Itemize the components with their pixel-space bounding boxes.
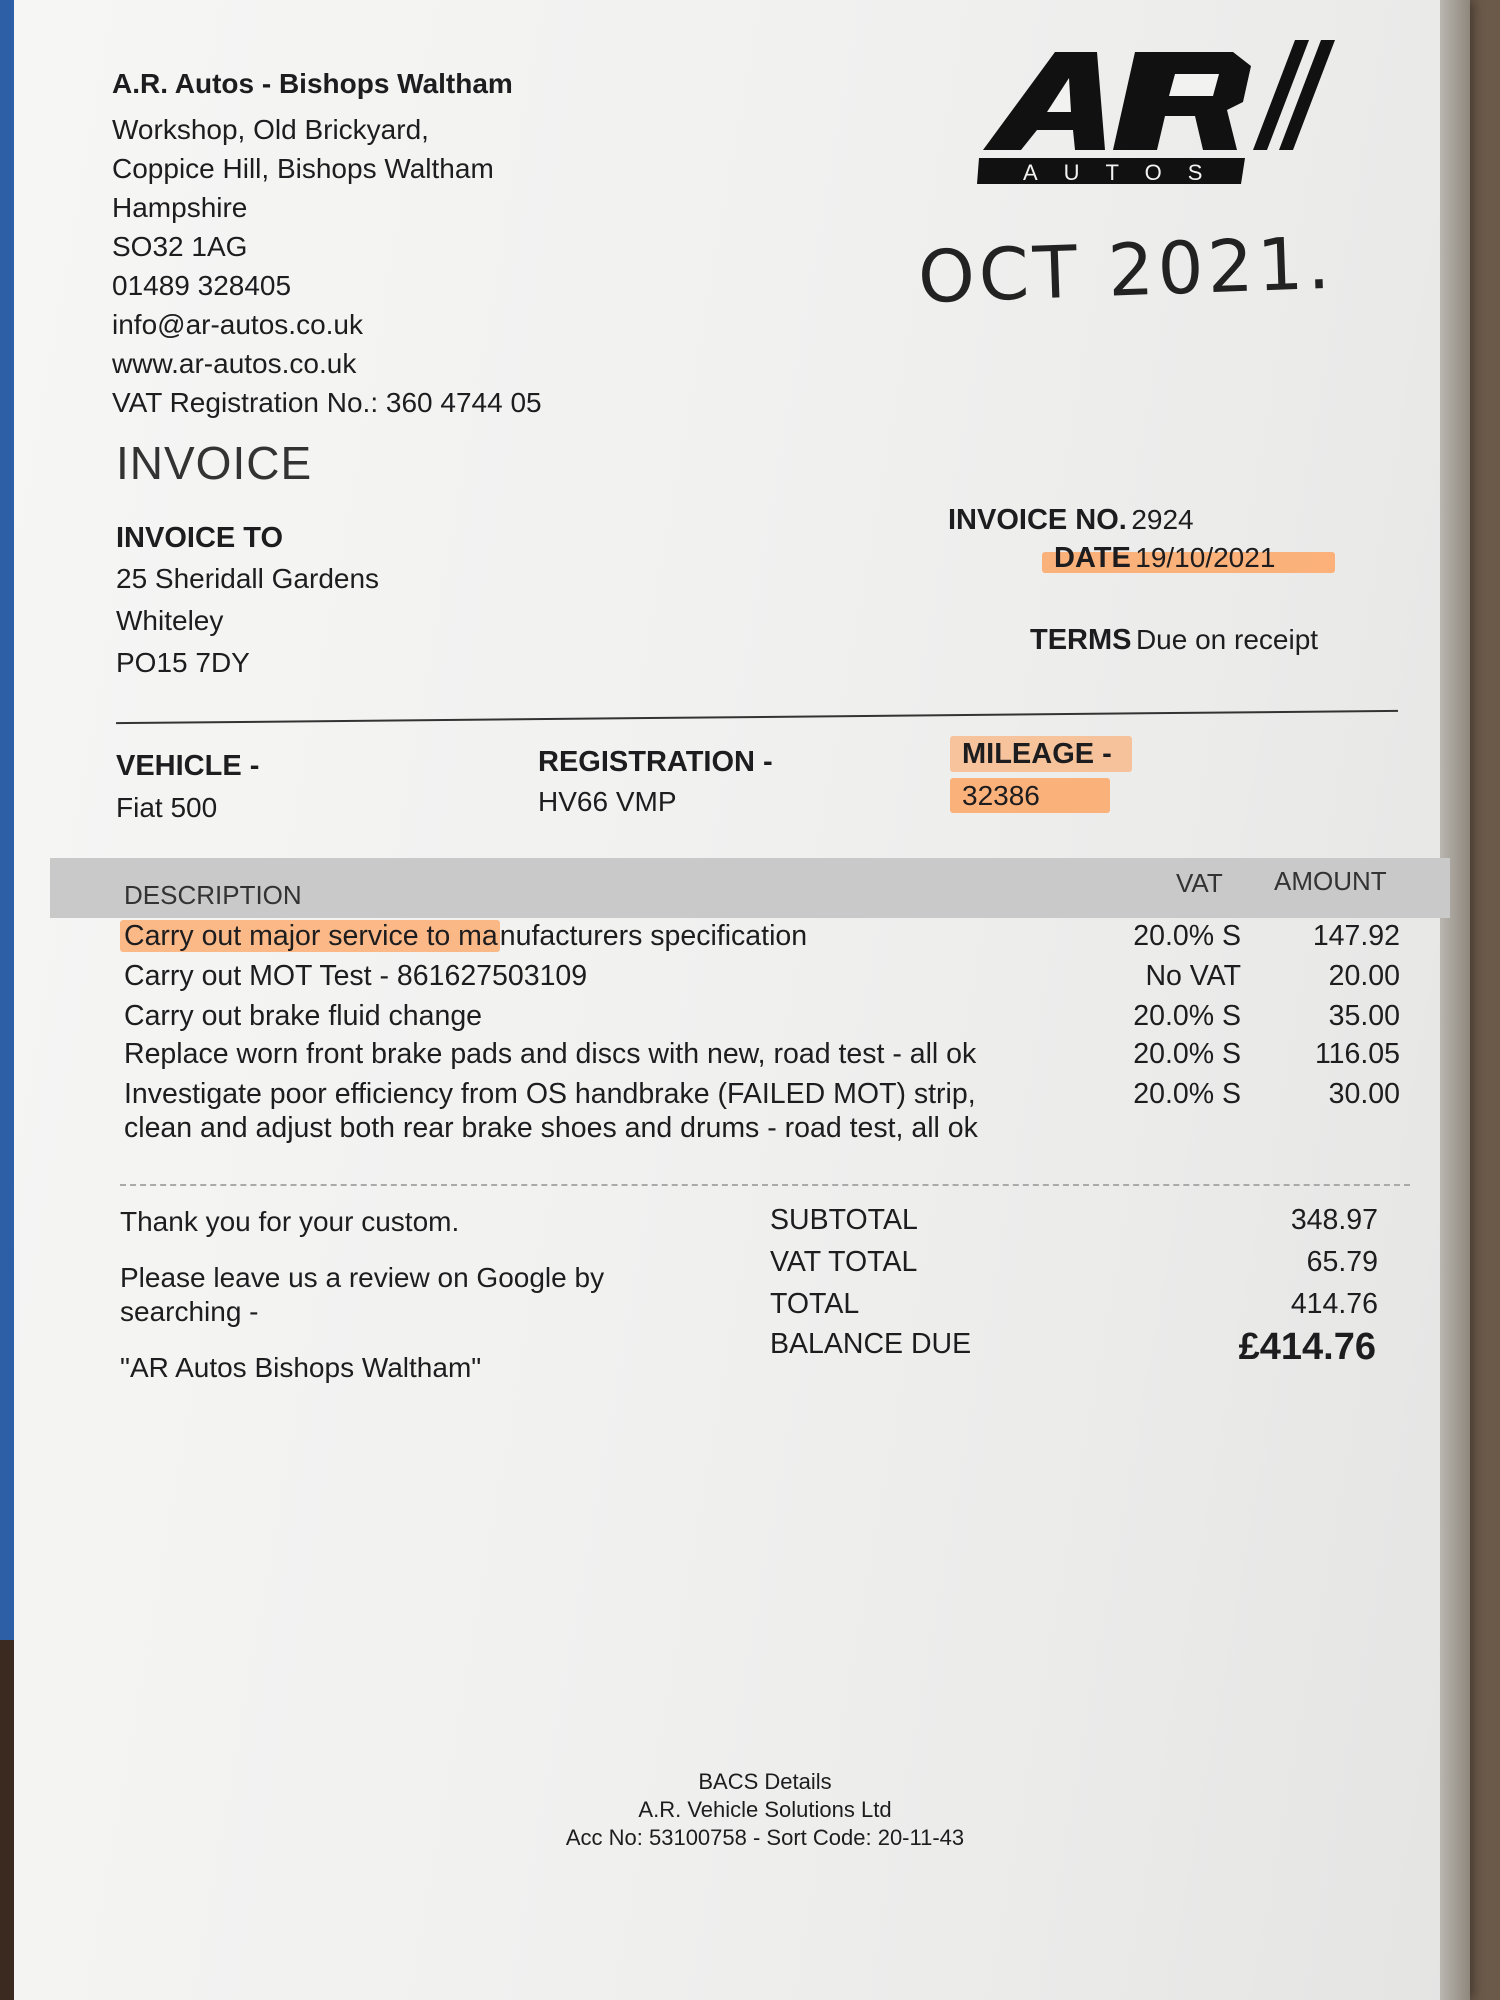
review-request-cont: searching - [120,1296,259,1327]
mileage-value-wrap [962,780,1110,812]
invoice-date [1054,542,1335,575]
paper-right-edge [1440,0,1470,2000]
customer-address-line: PO15 7DY [116,647,250,678]
invoice-to-address [116,558,379,684]
line-item-vat: 20.0% S [1133,1000,1241,1032]
vehicle-label: VEHICLE - [116,750,260,782]
handwritten-date-note: OCT 2021. [916,220,1336,320]
vat-total-label: VAT TOTAL [770,1246,918,1278]
line-item-amount: 30.00 [1328,1078,1400,1110]
mileage-label-wrap [962,738,1132,771]
description-header: DESCRIPTION [124,880,302,910]
registration-label: REGISTRATION - [538,746,773,778]
subtotal-label: SUBTOTAL [770,1204,918,1236]
date-value: 19/10/2021 [1135,542,1276,573]
logo-autos-text: AUTOS [1023,160,1229,185]
thank-you-note: Thank you for your custom. [120,1206,460,1237]
line-item-amount: 35.00 [1328,1000,1400,1032]
total-value: 414.76 [1290,1288,1378,1320]
payment-terms [1030,624,1318,657]
company-address [112,110,542,422]
line-item-vat: 20.0% S [1133,1038,1241,1070]
company-name: A.R. Autos - Bishops Waltham [112,68,513,99]
address-line: Workshop, Old Brickyard, [112,114,429,145]
total-label: TOTAL [770,1288,860,1320]
terms-value: Due on receipt [1135,624,1319,655]
bacs-title: BACS Details [698,1769,832,1794]
line-item-amount: 20.00 [1328,960,1400,992]
ar-autos-logo [975,30,1355,190]
address-line: SO32 1AG [112,231,248,262]
totals-divider [120,1184,1410,1186]
customer-address-line: Whiteley [116,605,224,636]
address-line: info@ar-autos.co.uk [112,309,363,340]
document-title: INVOICE [116,437,313,489]
registration-value: HV66 VMP [538,786,677,817]
bacs-account: Acc No: 53100758 - Sort Code: 20-11-43 [565,1825,965,1850]
description-rest: nufacturers specification [499,920,808,952]
address-line: www.ar-autos.co.uk [112,348,357,379]
line-item-description: Replace worn front brake pads and discs with new, road test - all ok [124,1038,977,1070]
customer-address-line: 25 Sheridall Gardens [116,563,380,594]
vehicle-value: Fiat 500 [116,792,218,823]
section-divider [116,710,1398,724]
review-request: Please leave us a review on Google by [120,1262,605,1293]
mileage-value: 32386 [950,778,1110,813]
invoice-to-label: INVOICE TO [116,522,284,554]
subtotal-value: 348.97 [1290,1204,1378,1236]
bacs-company: A.R. Vehicle Solutions Ltd [638,1797,892,1822]
address-line: Coppice Hill, Bishops Waltham [112,153,494,184]
vat-header: VAT [1176,868,1223,898]
vat-total-value: 65.79 [1306,1246,1378,1278]
line-item-description [124,920,807,953]
invoice-number-label: INVOICE NO. [948,504,1127,536]
line-item-description: Carry out MOT Test - 861627503109 [124,960,588,992]
line-item-vat: 20.0% S [1133,920,1241,952]
line-item-amount: 116.05 [1314,1038,1400,1070]
date-highlight [1042,542,1335,574]
address-line: VAT Registration No.: 360 4744 05 [112,387,542,418]
description-highlight: Carry out major service to ma [120,920,500,952]
address-line: 01489 328405 [112,270,292,301]
amount-header: AMOUNT [1274,866,1387,896]
mileage-label: MILEAGE - [950,736,1132,772]
review-search-term: "AR Autos Bishops Waltham" [120,1352,482,1383]
line-item-description-continued: clean and adjust both rear brake shoes and drums - road test, all ok [124,1112,978,1144]
bacs-details [460,1768,1070,1852]
line-item-vat: No VAT [1145,960,1241,992]
address-line: Hampshire [112,192,248,223]
background-edge [0,0,14,1640]
balance-due-value: £414.76 [1238,1326,1376,1368]
invoice-number [948,504,1194,537]
line-item-description: Investigate poor efficiency from OS handbrake (FAILED MOT) strip, [124,1078,976,1110]
date-label: DATE [1054,542,1131,574]
line-item-description: Carry out brake fluid change [124,1000,483,1032]
balance-due-label: BALANCE DUE [770,1328,972,1360]
line-item-vat: 20.0% S [1133,1078,1241,1110]
terms-label: TERMS [1030,624,1132,656]
line-item-amount: 147.92 [1312,920,1400,952]
invoice-number-value: 2924 [1131,504,1194,535]
background-edge-lower [0,1640,14,2000]
